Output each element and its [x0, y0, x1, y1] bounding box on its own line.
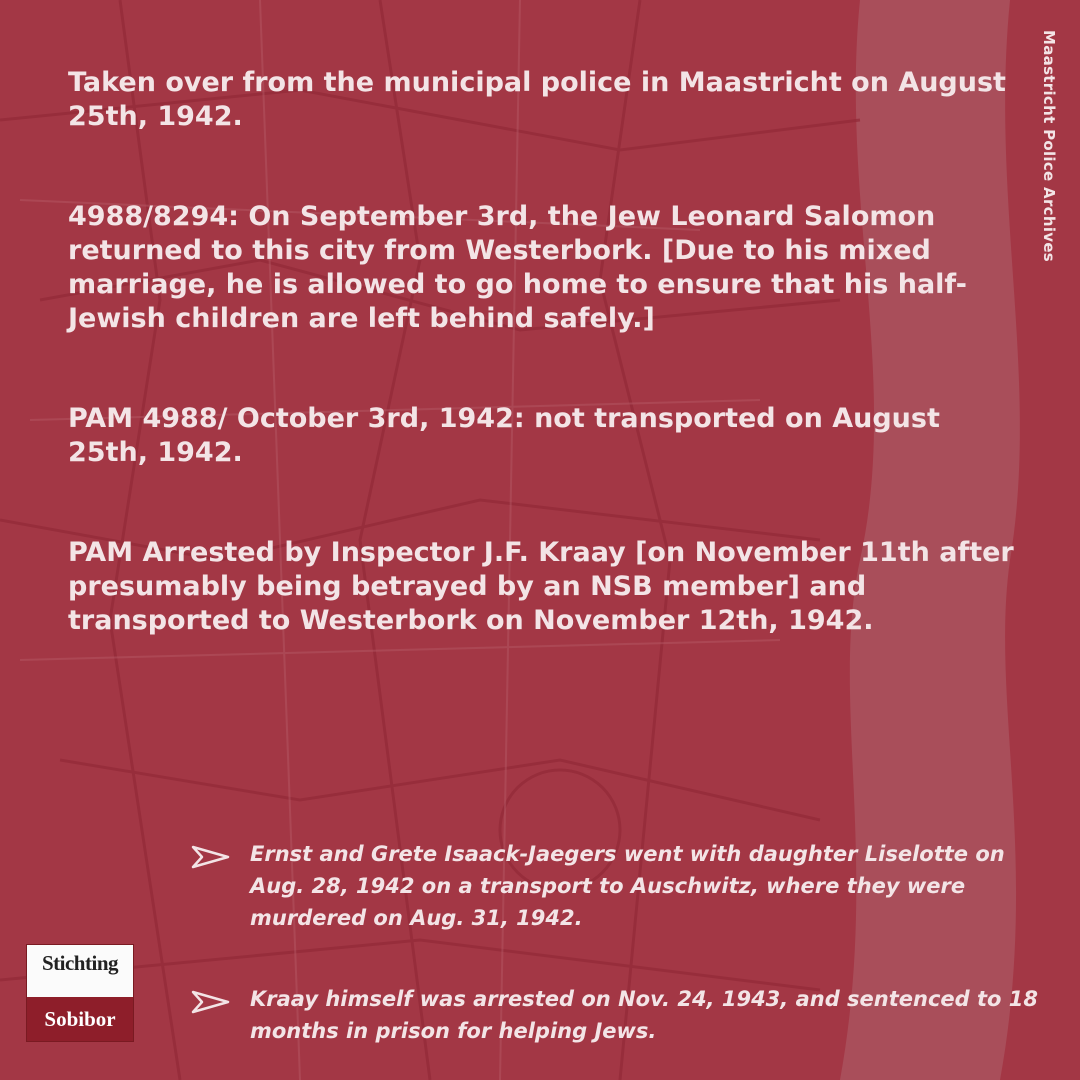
arrow-icon	[190, 844, 232, 870]
paragraph-1: Taken over from the municipal police in Maastricht on August 25th, 1942.	[68, 67, 1006, 132]
paragraph-2: 4988/8294: On September 3rd, the Jew Leonard Salomon returned to this city from Westerbork. [Due to his mixed marriage, he is allowed to go home to ensure that his half-Jewish children are left behind safely.]	[68, 201, 967, 334]
arrow-icon	[190, 989, 232, 1015]
note-2	[190, 983, 1050, 1047]
main-text	[68, 66, 1018, 704]
note-2-text: Kraay himself was arrested on Nov. 24, 1943, and sentenced to 18 months in prison for helping Jews.	[250, 987, 1039, 1043]
logo-bottom-text: Sobibor	[27, 997, 133, 1041]
paragraph-3: PAM 4988/ October 3rd, 1942: not transported on August 25th, 1942.	[68, 403, 940, 468]
side-label: Maastricht Police Archives	[1040, 30, 1058, 263]
stichting-sobibor-logo	[26, 944, 134, 1042]
note-1	[190, 838, 1050, 934]
paragraph-4: PAM Arrested by Inspector J.F. Kraay [on November 11th after presumably being betrayed by an NSB member] and transported to Westerbork on November 12th, 1942.	[68, 537, 1014, 636]
note-1-text: Ernst and Grete Isaack-Jaegers went with daughter Liselotte on Aug. 28, 1942 on a transport to Auschwitz, where they were murdered on Aug. 31, 1942.	[250, 842, 1005, 930]
logo-top-text: Stichting	[41, 951, 118, 975]
